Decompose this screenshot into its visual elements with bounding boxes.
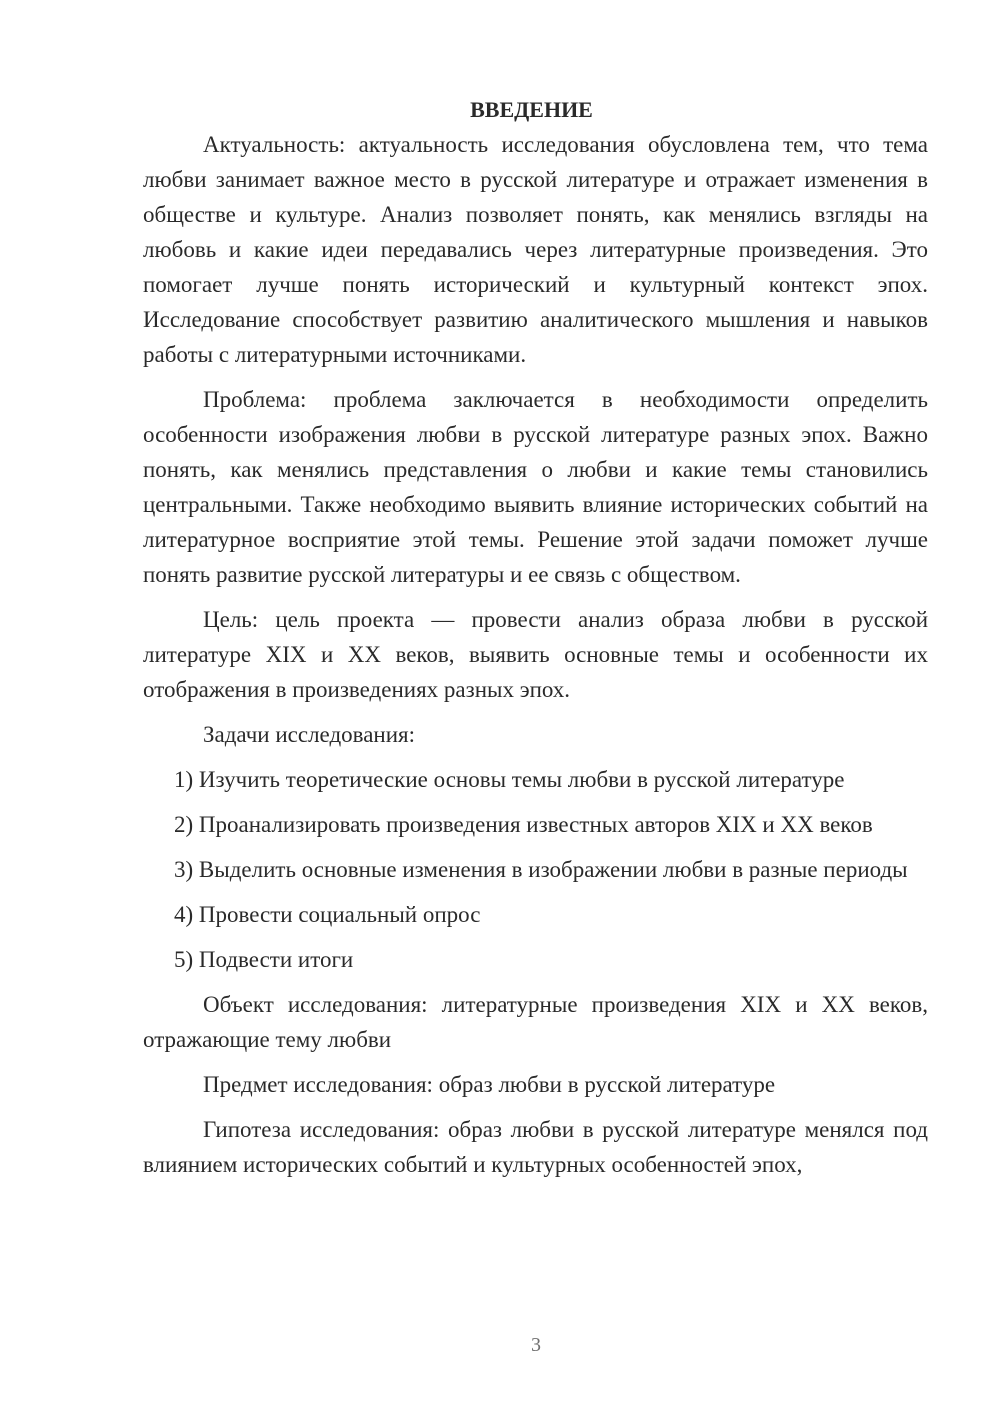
task-item: 2) Проанализировать произведения известных авторов XIX и XX веков [174,812,873,837]
goal-paragraph: Цель: цель проекта — провести анализ образа любви в русской литературе XIX и XX веков, выявить основные темы и особенности их отображения в произведениях разных эпох. [143,607,928,702]
section-title: ВВЕДЕНИЕ [470,97,593,122]
task-item: 4) Провести социальный опрос [174,902,481,927]
task-item: 5) Подвести итоги [174,947,354,972]
tasks-heading: Задачи исследования: [203,722,416,747]
hypothesis-paragraph: Гипотеза исследования: образ любви в русской литературе менялся под влиянием исторических событий и культурных особенностей эпох, [143,1117,928,1177]
task-item: 3) Выделить основные изменения в изображении любви в разные периоды [174,857,908,882]
problem-paragraph: Проблема: проблема заключается в необходимости определить особенности изображения любви в русской литературе разных эпох. Важно понять, как менялись представления о любви и какие темы становились центральными. Также необходимо выявить влияние исторических событий на литературное восприятие этой темы. Решение этой задачи поможет лучше понять развитие русской литературы и ее связь с обществом. [143,387,928,587]
document-page [143,92,928,1182]
page-number: 3 [531,1334,541,1356]
object-paragraph: Объект исследования: литературные произведения XIX и XX веков, отражающие тему любви [143,992,928,1052]
subject-paragraph: Предмет исследования: образ любви в русской литературе [203,1072,776,1097]
task-item: 1) Изучить теоретические основы темы любви в русской литературе [174,767,845,792]
relevance-paragraph: Актуальность: актуальность исследования обусловлена тем, что тема любви занимает важное место в русской литературе и отражает изменения в обществе и культуре. Анализ позволяет понять, как менялись взгляды на любовь и какие идеи передавались через литературные произведения. Это помогает лучше понять исторический и культурный контекст эпох. Исследование способствует развитию аналитического мышления и навыков работы с литературными источниками. [143,132,928,367]
